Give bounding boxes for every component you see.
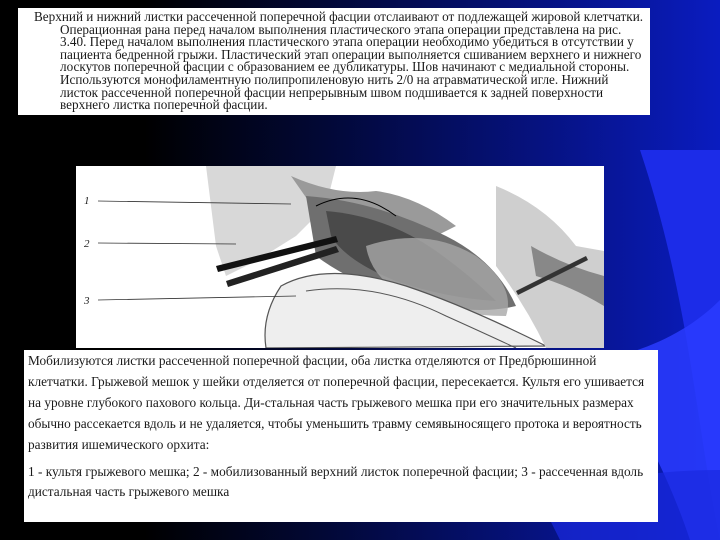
bottom-paragraph: Мобилизуются листки рассеченной поперечной фасции, оба листка отделяются от Предбрюшинной клетчатки. Грыжевой мешок у шейки отделяется от поперечной фасции, пересекается. Культя его ушивается на уровне глубокого пахового кольца. Ди-стальная часть грыжевого мешка при его значительных размерах обычно рассекается вдоль и не удаляется, чтобы уменьшить травму семявыносящего протока и вероятность развития ишемического орхита: xyxy=(28,353,645,452)
surgical-figure xyxy=(76,166,604,348)
figure-label-1: 1 xyxy=(84,195,90,207)
top-text-panel xyxy=(18,8,650,115)
figure-label-2: 2 xyxy=(84,238,90,250)
top-paragraph: Верхний и нижний листки рассеченной поперечной фасции отслаивают от подлежащей жировой клетчатки. Операционная рана перед началом выполнения пластического этапа операции представлена на рис. 3.40. Перед началом выполнения пластического этапа операции необходимо убедиться в отсутствии у пациента бедренной грыжи. Пластический этап операции выполняется сшиванием верхнего и нижнего лоскутов поперечной фасции с образованием ее дубликатуры. Шов начинают с медиальной стороны. Используются монофиламентную полипропиленовую нить 2/0 на атравматической игле. Нижний листок рассеченной поперечной фасции непрерывным швом подшивается к задней поверхности верхнего листка поперечной фасции. xyxy=(34,9,644,113)
bottom-text-panel xyxy=(24,350,658,522)
surgical-illustration xyxy=(76,166,604,348)
figure-caption: 1 - культя грыжевого мешка; 2 - мобилизованный верхний листок поперечной фасции; 3 - рассеченная вдоль дистальная часть грыжевого мешка xyxy=(28,464,644,499)
figure-label-3: 3 xyxy=(84,295,90,307)
